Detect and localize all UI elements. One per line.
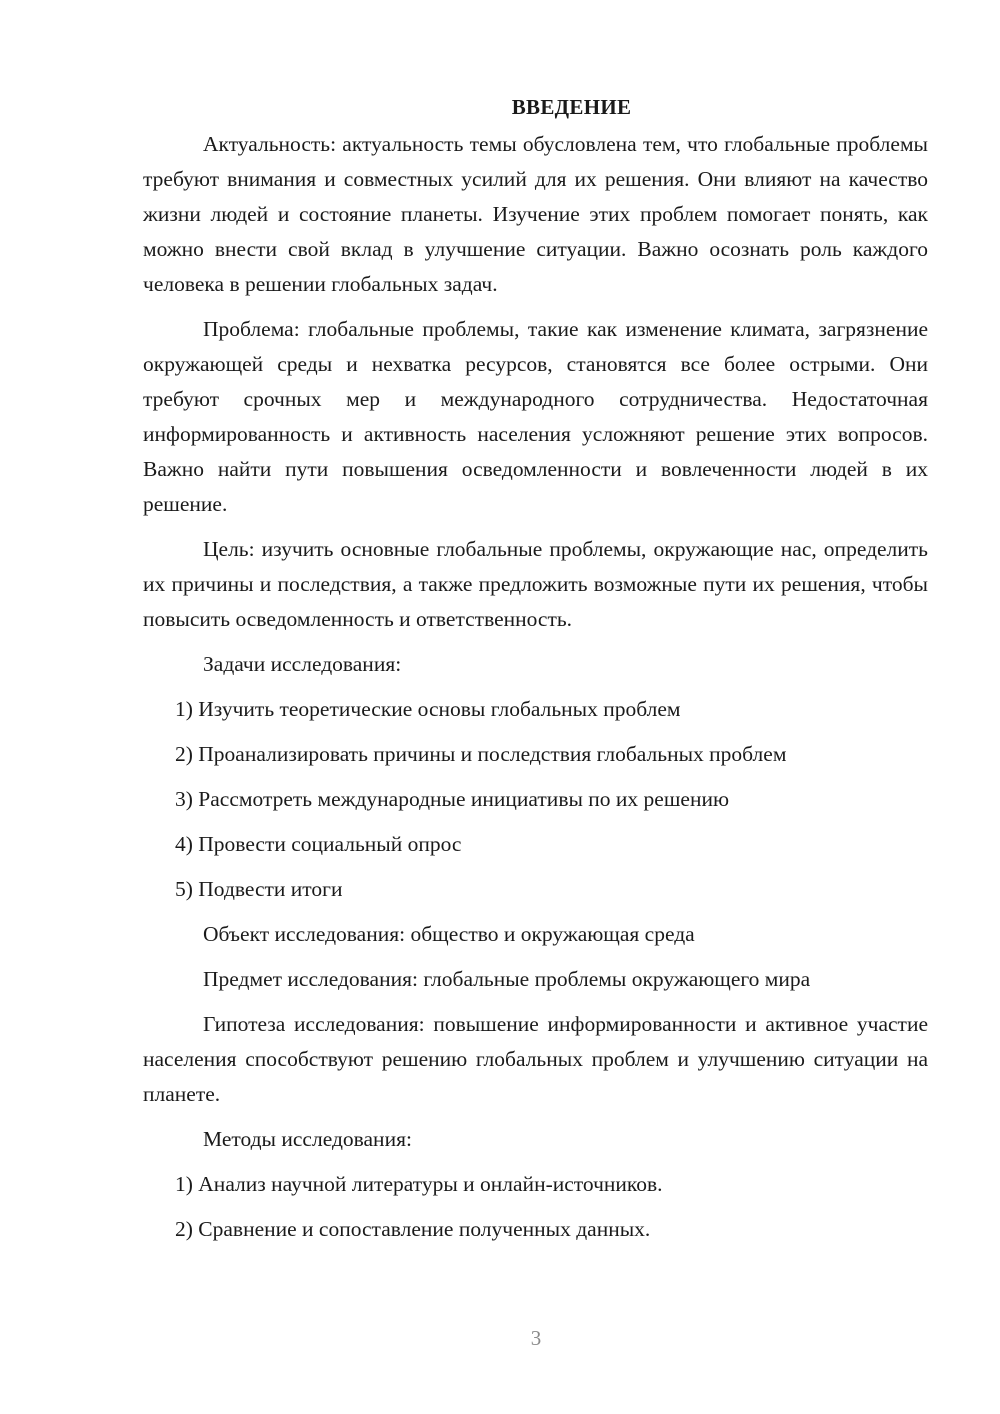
task-item-5: 5) Подвести итоги [175, 877, 343, 901]
task-item-3: 3) Рассмотреть международные инициативы по их решению [175, 787, 730, 811]
method-item-1: 1) Анализ научной литературы и онлайн-источников. [175, 1172, 663, 1196]
page-number: 3 [530, 1326, 542, 1350]
document-page [143, 92, 928, 1257]
problem-paragraph: Проблема: глобальные проблемы, такие как изменение климата, загрязнение окружающей среды и нехватка ресурсов, становятся все более острыми. Они требуют срочных мер и международного сотрудничества. Недостаточная информированность и активность населения усложняют решение этих вопросов. Важно найти пути повышения осведомленности и вовлеченности людей в их решение. [143, 317, 928, 516]
page-title: ВВЕДЕНИЕ [511, 95, 632, 119]
object-line: Объект исследования: общество и окружающая среда [203, 922, 695, 946]
task-item-4: 4) Провести социальный опрос [175, 832, 462, 856]
hypothesis-paragraph: Гипотеза исследования: повышение информированности и активное участие населения способствуют решению глобальных проблем и улучшению ситуации на планете. [143, 1012, 928, 1106]
tasks-heading: Задачи исследования: [203, 652, 402, 676]
subject-line: Предмет исследования: глобальные проблемы окружающего мира [203, 967, 811, 991]
task-item-1: 1) Изучить теоретические основы глобальных проблем [175, 697, 681, 721]
relevance-paragraph: Актуальность: актуальность темы обусловлена тем, что глобальные проблемы требуют внимания и совместных усилий для их решения. Они влияют на качество жизни людей и состояние планеты. Изучение этих проблем помогает понять, как можно внести свой вклад в улучшение ситуации. Важно осознать роль каждого человека в решении глобальных задач. [143, 132, 928, 296]
task-item-2: 2) Проанализировать причины и последствия глобальных проблем [175, 742, 787, 766]
methods-heading: Методы исследования: [203, 1127, 412, 1151]
goal-paragraph: Цель: изучить основные глобальные проблемы, окружающие нас, определить их причины и последствия, а также предложить возможные пути их решения, чтобы повысить осведомленность и ответственность. [143, 537, 928, 631]
method-item-2: 2) Сравнение и сопоставление полученных данных. [175, 1217, 651, 1241]
